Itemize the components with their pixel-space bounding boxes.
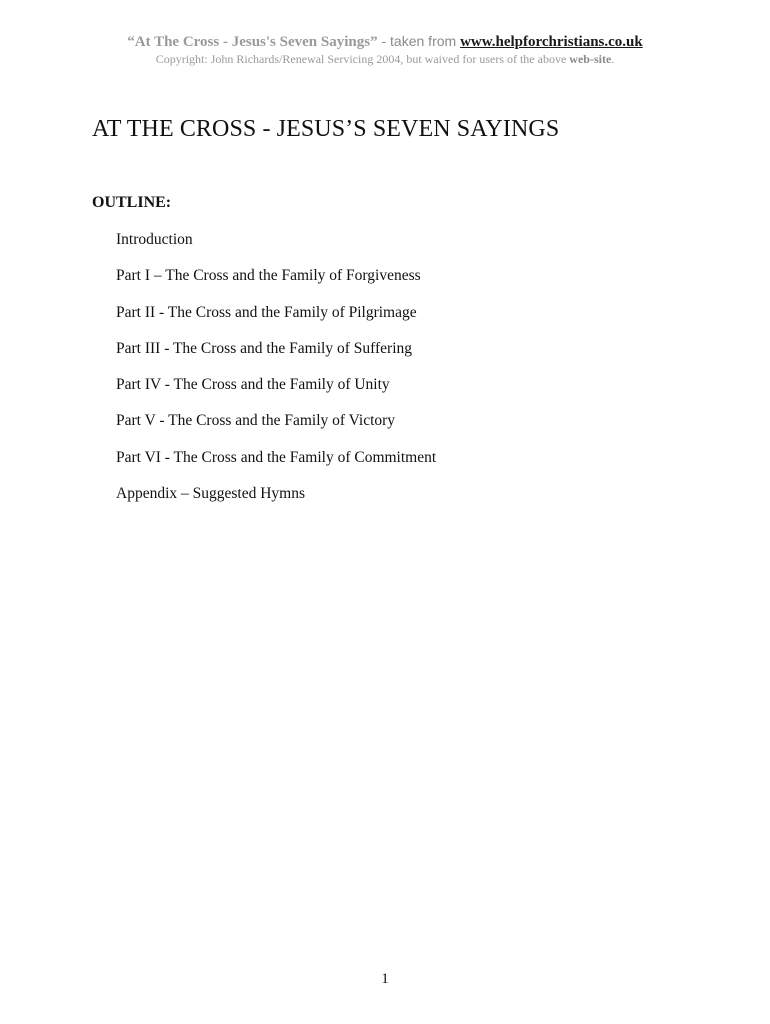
- outline-item-part-5: Part V - The Cross and the Family of Victory: [116, 412, 396, 430]
- copyright-web-site: web-site: [569, 52, 612, 66]
- page-number: 1: [381, 971, 389, 987]
- outline-item-part-2: Part II - The Cross and the Family of Pilgrimage: [116, 303, 417, 321]
- outline-item-introduction: Introduction: [116, 231, 193, 248]
- outline-item-part-3: Part III - The Cross and the Family of Suffering: [116, 339, 413, 357]
- outline-item-appendix: Appendix – Suggested Hymns: [116, 485, 306, 503]
- copyright-end: .: [611, 52, 615, 66]
- page-title: AT THE CROSS - JESUS’S SEVEN SAYINGS: [92, 116, 560, 142]
- header-source-line: [0, 33, 770, 51]
- website-link[interactable]: www.helpforchristians.co.uk: [460, 34, 643, 50]
- outline-item-part-1: Part I – The Cross and the Family of Forgiveness: [116, 267, 421, 285]
- outline-list: [116, 229, 436, 519]
- outline-heading: OUTLINE:: [92, 194, 172, 211]
- copyright-text: Copyright: John Richards/Renewal Servicing 2004, but waived for users of the above: [155, 52, 570, 66]
- header-copyright-line: [0, 52, 770, 67]
- outline-item-part-6: Part VI - The Cross and the Family of Commitment: [116, 448, 437, 466]
- outline-item-part-4: Part IV - The Cross and the Family of Unity: [116, 376, 390, 394]
- header-taken-from: - taken from: [377, 33, 461, 49]
- header-doc-title: “At The Cross - Jesus's Seven Sayings”: [127, 34, 378, 50]
